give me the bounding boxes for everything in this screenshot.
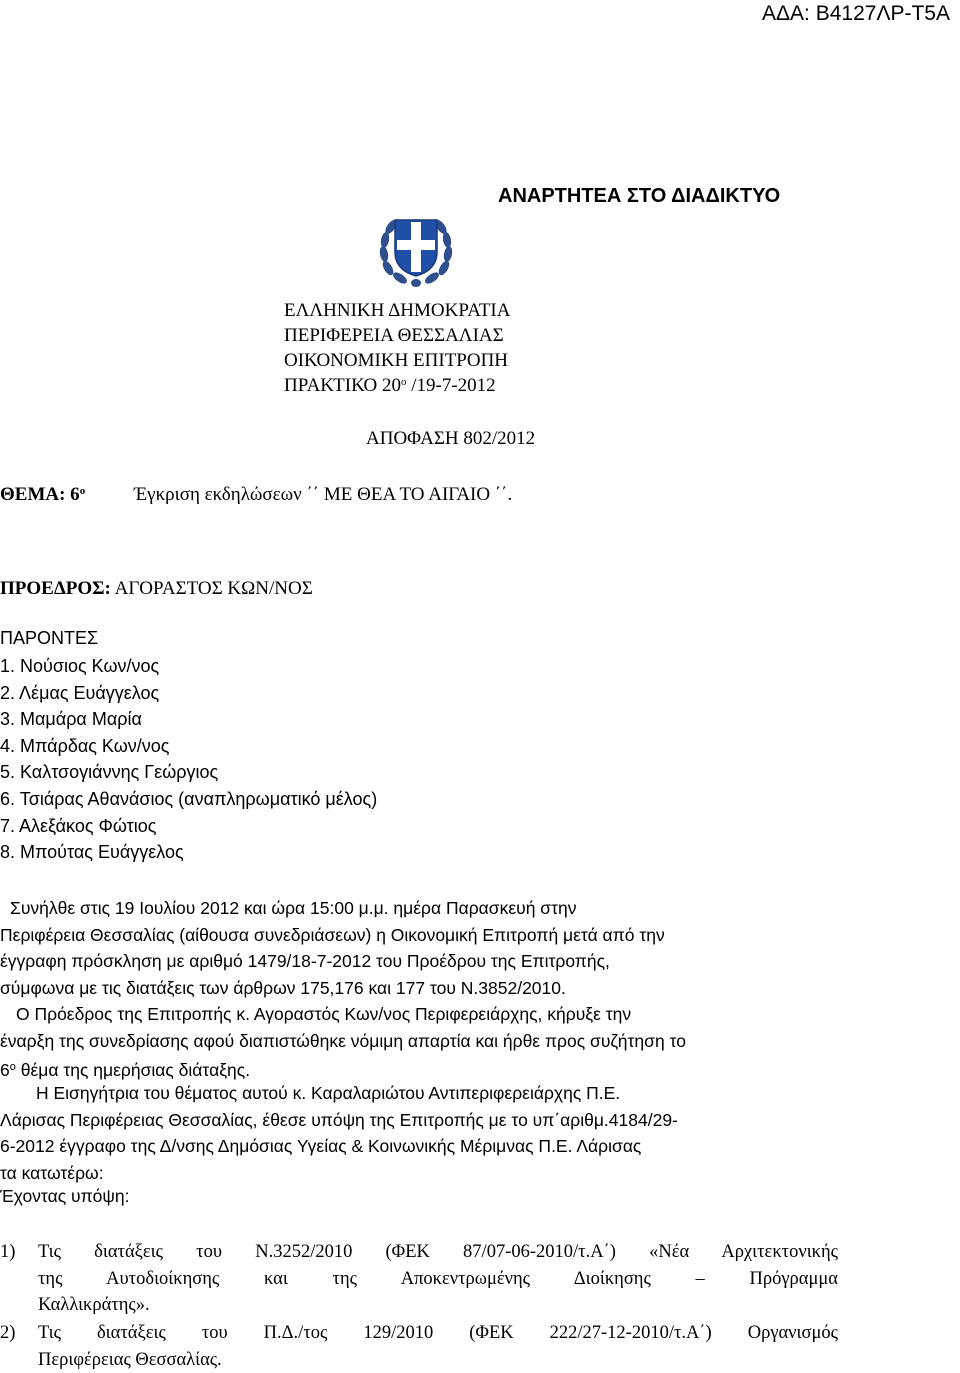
president-label: ΠΡΟΕΔΡΟΣ:: [0, 578, 111, 599]
greek-state-emblem-icon: [378, 208, 454, 290]
paragraph-line: Ο Πρόεδρος της Επιτροπής κ. Αγοραστός Κων/νος Περιφερειάρχης, κήρυξε την: [0, 1001, 838, 1028]
minutes-suffix: /19-7-2012: [407, 375, 496, 396]
paragraph-line: 6-2012 έγγραφο της Δ/νσης Δημόσιας Υγείας & Κοινωνικής Μέριμνας Π.Ε. Λάρισας: [0, 1133, 838, 1160]
paragraph-rapporteur: [0, 1080, 838, 1186]
header-region: ΠΕΡΙΦΕΡΕΙΑ ΘΕΣΣΑΛΙΑΣ: [284, 325, 504, 347]
subject-text: Έγκριση εκδηλώσεων ΄΄ ΜΕ ΘΕΑ ΤΟ ΑΙΓΑΙΟ ΄΄.: [134, 484, 512, 506]
decision-number: ΑΠΟΦΑΣΗ 802/2012: [366, 428, 535, 450]
members-list: [0, 653, 377, 866]
paragraph-opening: [0, 1001, 838, 1084]
list-item: 5. Καλτσογιάννης Γεώργιος: [0, 759, 377, 786]
list-item: 6. Τσιάρας Αθανάσιος (αναπληρωματικό μέλος): [0, 786, 377, 813]
list-item: 4. Μπάρδας Κων/νος: [0, 733, 377, 760]
minutes-prefix: ΠΡΑΚΤΙΚΟ 20: [284, 375, 401, 396]
ada-code: ΑΔΑ: Β4127ΛΡ-Τ5Α: [762, 2, 950, 26]
paragraph-line: Λάρισας Περιφέρειας Θεσσαλίας, έθεσε υπόψη της Επιτροπής με το υπ΄αριθμ.4184/29-: [0, 1107, 838, 1134]
topic-sup: ο: [10, 1061, 16, 1073]
legal-item-2: [38, 1320, 838, 1373]
paragraph-line: τα κατωτέρω:: [0, 1160, 838, 1187]
posting-notice: ΑΝΑΡΤΗΤΕΑ ΣΤΟ ΔΙΑΔΙΚΤΥΟ: [498, 185, 780, 208]
legal-item-line: Τις διατάξεις του Π.Δ./τος 129/2010 (ΦΕΚ 222/27-12-2010/τ.Α΄) Οργανισμός: [38, 1320, 838, 1347]
president-name: ΑΓΟΡΑΣΤΟΣ ΚΩΝ/ΝΟΣ: [111, 578, 313, 599]
legal-item-line: της Αυτοδιοίκησης και της Αποκεντρωμένης Διοίκησης – Πρόγραμμα: [38, 1266, 838, 1293]
legal-item-number: 1): [0, 1239, 15, 1266]
list-item: 1. Νούσιος Κων/νος: [0, 653, 377, 680]
subject-label-text: ΘΕΜΑ: 6: [0, 484, 80, 505]
minutes-sup: ο: [401, 376, 407, 388]
legal-item-line: Τις διατάξεις του Ν.3252/2010 (ΦΕΚ 87/07-06-2010/τ.Α΄) «Νέα Αρχιτεκτονικής: [38, 1239, 838, 1266]
legal-item-1: [38, 1239, 838, 1319]
topic-text: θέμα της ημερήσιας διάταξης.: [16, 1060, 250, 1080]
subject-label-sup: ο: [80, 485, 86, 497]
topic-num: 6: [0, 1060, 10, 1080]
list-item: 3. Μαμάρα Μαρία: [0, 706, 377, 733]
header-minutes: [284, 375, 496, 397]
header-republic: ΕΛΛΗΝΙΚΗ ΔΗΜΟΚΡΑΤΙΑ: [284, 300, 510, 322]
paragraph-line: Περιφέρεια Θεσσαλίας (αίθουσα συνεδριάσεων) η Οικονομική Επιτροπή μετά από την: [0, 922, 838, 949]
paragraph-line: έγγραφη πρόσκληση με αριθμό 1479/18-7-2012 του Προέδρου της Επιτροπής,: [0, 948, 838, 975]
legal-item-line: Καλλικράτης».: [38, 1292, 838, 1319]
subject-label: [0, 484, 85, 506]
paragraph-line: Η Εισηγήτρια του θέματος αυτού κ. Καραλαριώτου Αντιπεριφερειάρχης Π.Ε.: [0, 1080, 838, 1107]
paragraph-line: έναρξη της συνεδρίασης αφού διαπιστώθηκε νόμιμη απαρτία και ήρθε προς συζήτηση το: [0, 1028, 838, 1055]
present-label: ΠΑΡΟΝΤΕΣ: [0, 628, 98, 649]
list-item: 2. Λέμας Ευάγγελος: [0, 680, 377, 707]
header-committee: ΟΙΚΟΝΟΜΙΚΗ ΕΠΙΤΡΟΠΗ: [284, 350, 508, 372]
president-line: [0, 578, 313, 600]
paragraph-line: Συνήλθε στις 19 Ιουλίου 2012 και ώρα 15:00 μ.μ. ημέρα Παρασκευή στην: [0, 895, 838, 922]
list-item: 8. Μπούτας Ευάγγελος: [0, 839, 377, 866]
paragraph-line: σύμφωνα με τις διατάξεις των άρθρων 175,176 και 177 του Ν.3852/2010.: [0, 975, 838, 1002]
list-item: 7. Αλεξάκος Φώτιος: [0, 813, 377, 840]
considering-label: Έχοντας υπόψη:: [0, 1186, 129, 1207]
legal-item-line: Περιφέρειας Θεσσαλίας.: [38, 1347, 838, 1373]
legal-item-number: 2): [0, 1320, 15, 1347]
paragraph-convened: [0, 895, 838, 1001]
